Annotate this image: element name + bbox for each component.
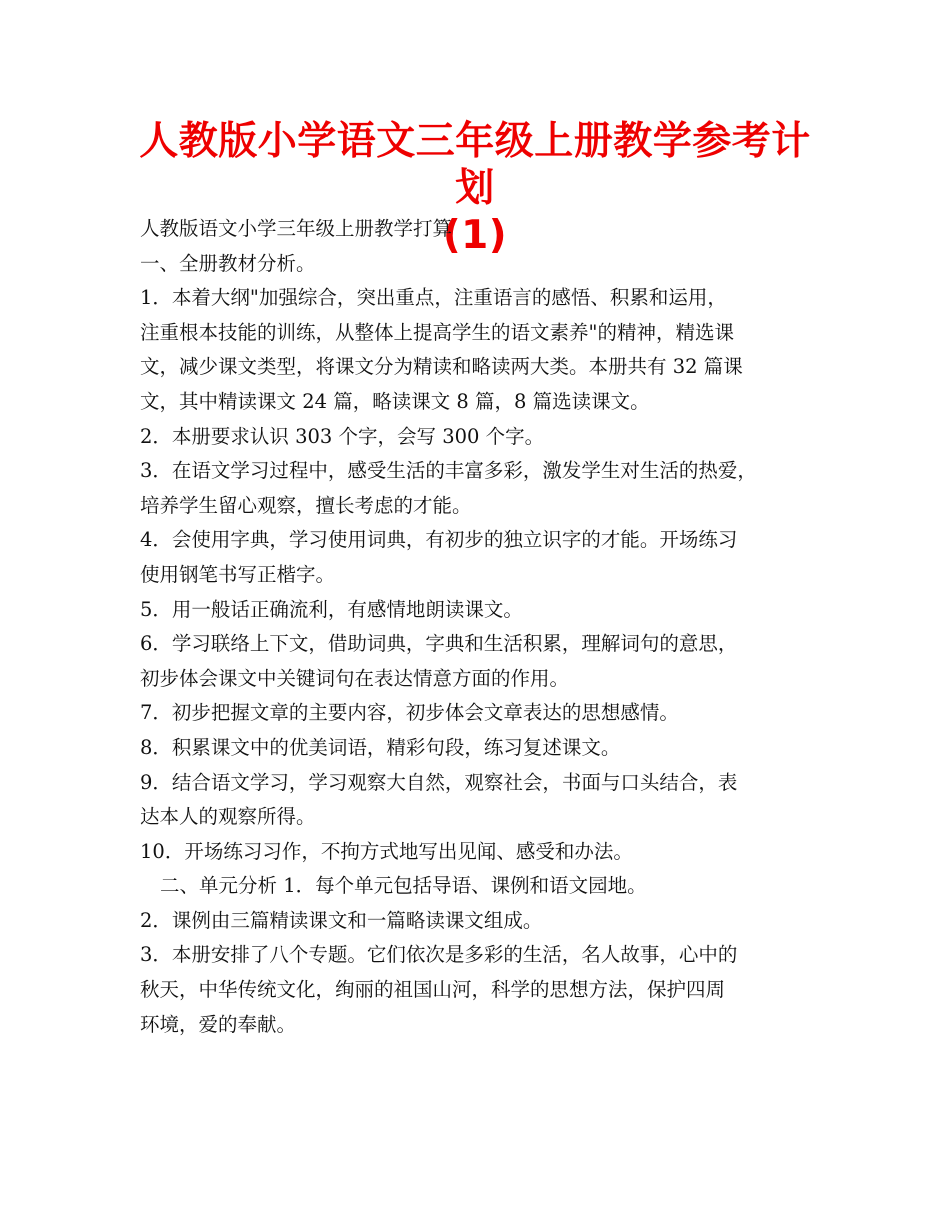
body-line-item-1-b: 注重根本技能的训练，从整体上提高学生的语文素养"的精神，精选课 — [140, 320, 734, 344]
body-line-item-9-a: 9．结合语文学习，学习观察大自然，观察社会，书面与口头结合，表 — [140, 770, 738, 794]
body-line-section-2-heading: 二、单元分析 1．每个单元包括导语、课例和语文园地。 — [160, 874, 647, 898]
document-body — [140, 212, 830, 1042]
body-line-section-1-heading: 一、全册教材分析。 — [140, 251, 316, 275]
body-line-unit-item-3-c: 环境，爱的奉献。 — [140, 1012, 297, 1036]
body-line-item-3-a: 3．在语文学习过程中，感受生活的丰富多彩，激发学生对生活的热爱， — [140, 459, 757, 483]
body-line-item-1-c: 文，减少课文类型，将课文分为精读和略读两大类。本册共有 32 篇课 — [140, 355, 743, 379]
body-line-item-9-b: 达本人的观察所得。 — [140, 805, 316, 829]
body-line-unit-item-3-b: 秋天，中华传统文化，绚丽的祖国山河，科学的思想方法，保护四周 — [140, 978, 726, 1002]
title-line-2: (1) — [442, 213, 508, 258]
body-line-item-1-a: 1．本着大纲"加强综合，突出重点，注重语言的感悟、积累和运用， — [140, 286, 727, 310]
body-line-unit-item-2: 2．课例由三篇精读课文和一篇略读课文组成。 — [140, 908, 543, 932]
title-line-1: 人教版小学语文三年级上册教学参考计划 — [139, 119, 811, 211]
body-line-item-4-a: 4．会使用字典，学习使用词典，有初步的独立识字的才能。开场练习 — [140, 528, 738, 552]
body-line-item-2: 2．本册要求认识 303 个字，会写 300 个字。 — [140, 424, 545, 448]
body-line-item-4-b: 使用钢笔书写正楷字。 — [140, 562, 336, 586]
body-line-plan-title: 人教版语文小学三年级上册教学打算 — [140, 217, 453, 240]
body-line-item-6-b: 初步体会课文中关键词句在表达情意方面的作用。 — [140, 666, 570, 690]
body-line-item-7: 7．初步把握文章的主要内容，初步体会文章表达的思想感情。 — [140, 701, 679, 725]
body-line-item-1-d: 文，其中精读课文 24 篇，略读课文 8 篇，8 篇选读课文。 — [140, 389, 650, 413]
body-line-item-3-b: 培养学生留心观察，擅长考虑的才能。 — [140, 493, 472, 517]
body-line-item-10: 10．开场练习习作，不拘方式地写出见闻、感受和办法。 — [140, 839, 633, 863]
body-line-item-8: 8．积累课文中的优美词语，精彩句段，练习复述课文。 — [140, 735, 621, 759]
body-line-item-6-a: 6．学习联络上下文，借助词典，字典和生活积累，理解词句的意思， — [140, 632, 738, 656]
body-line-item-5: 5．用一般话正确流利，有感情地朗读课文。 — [140, 597, 523, 621]
body-line-unit-item-3-a: 3．本册安排了八个专题。它们依次是多彩的生活，名人故事，心中的 — [140, 943, 738, 967]
